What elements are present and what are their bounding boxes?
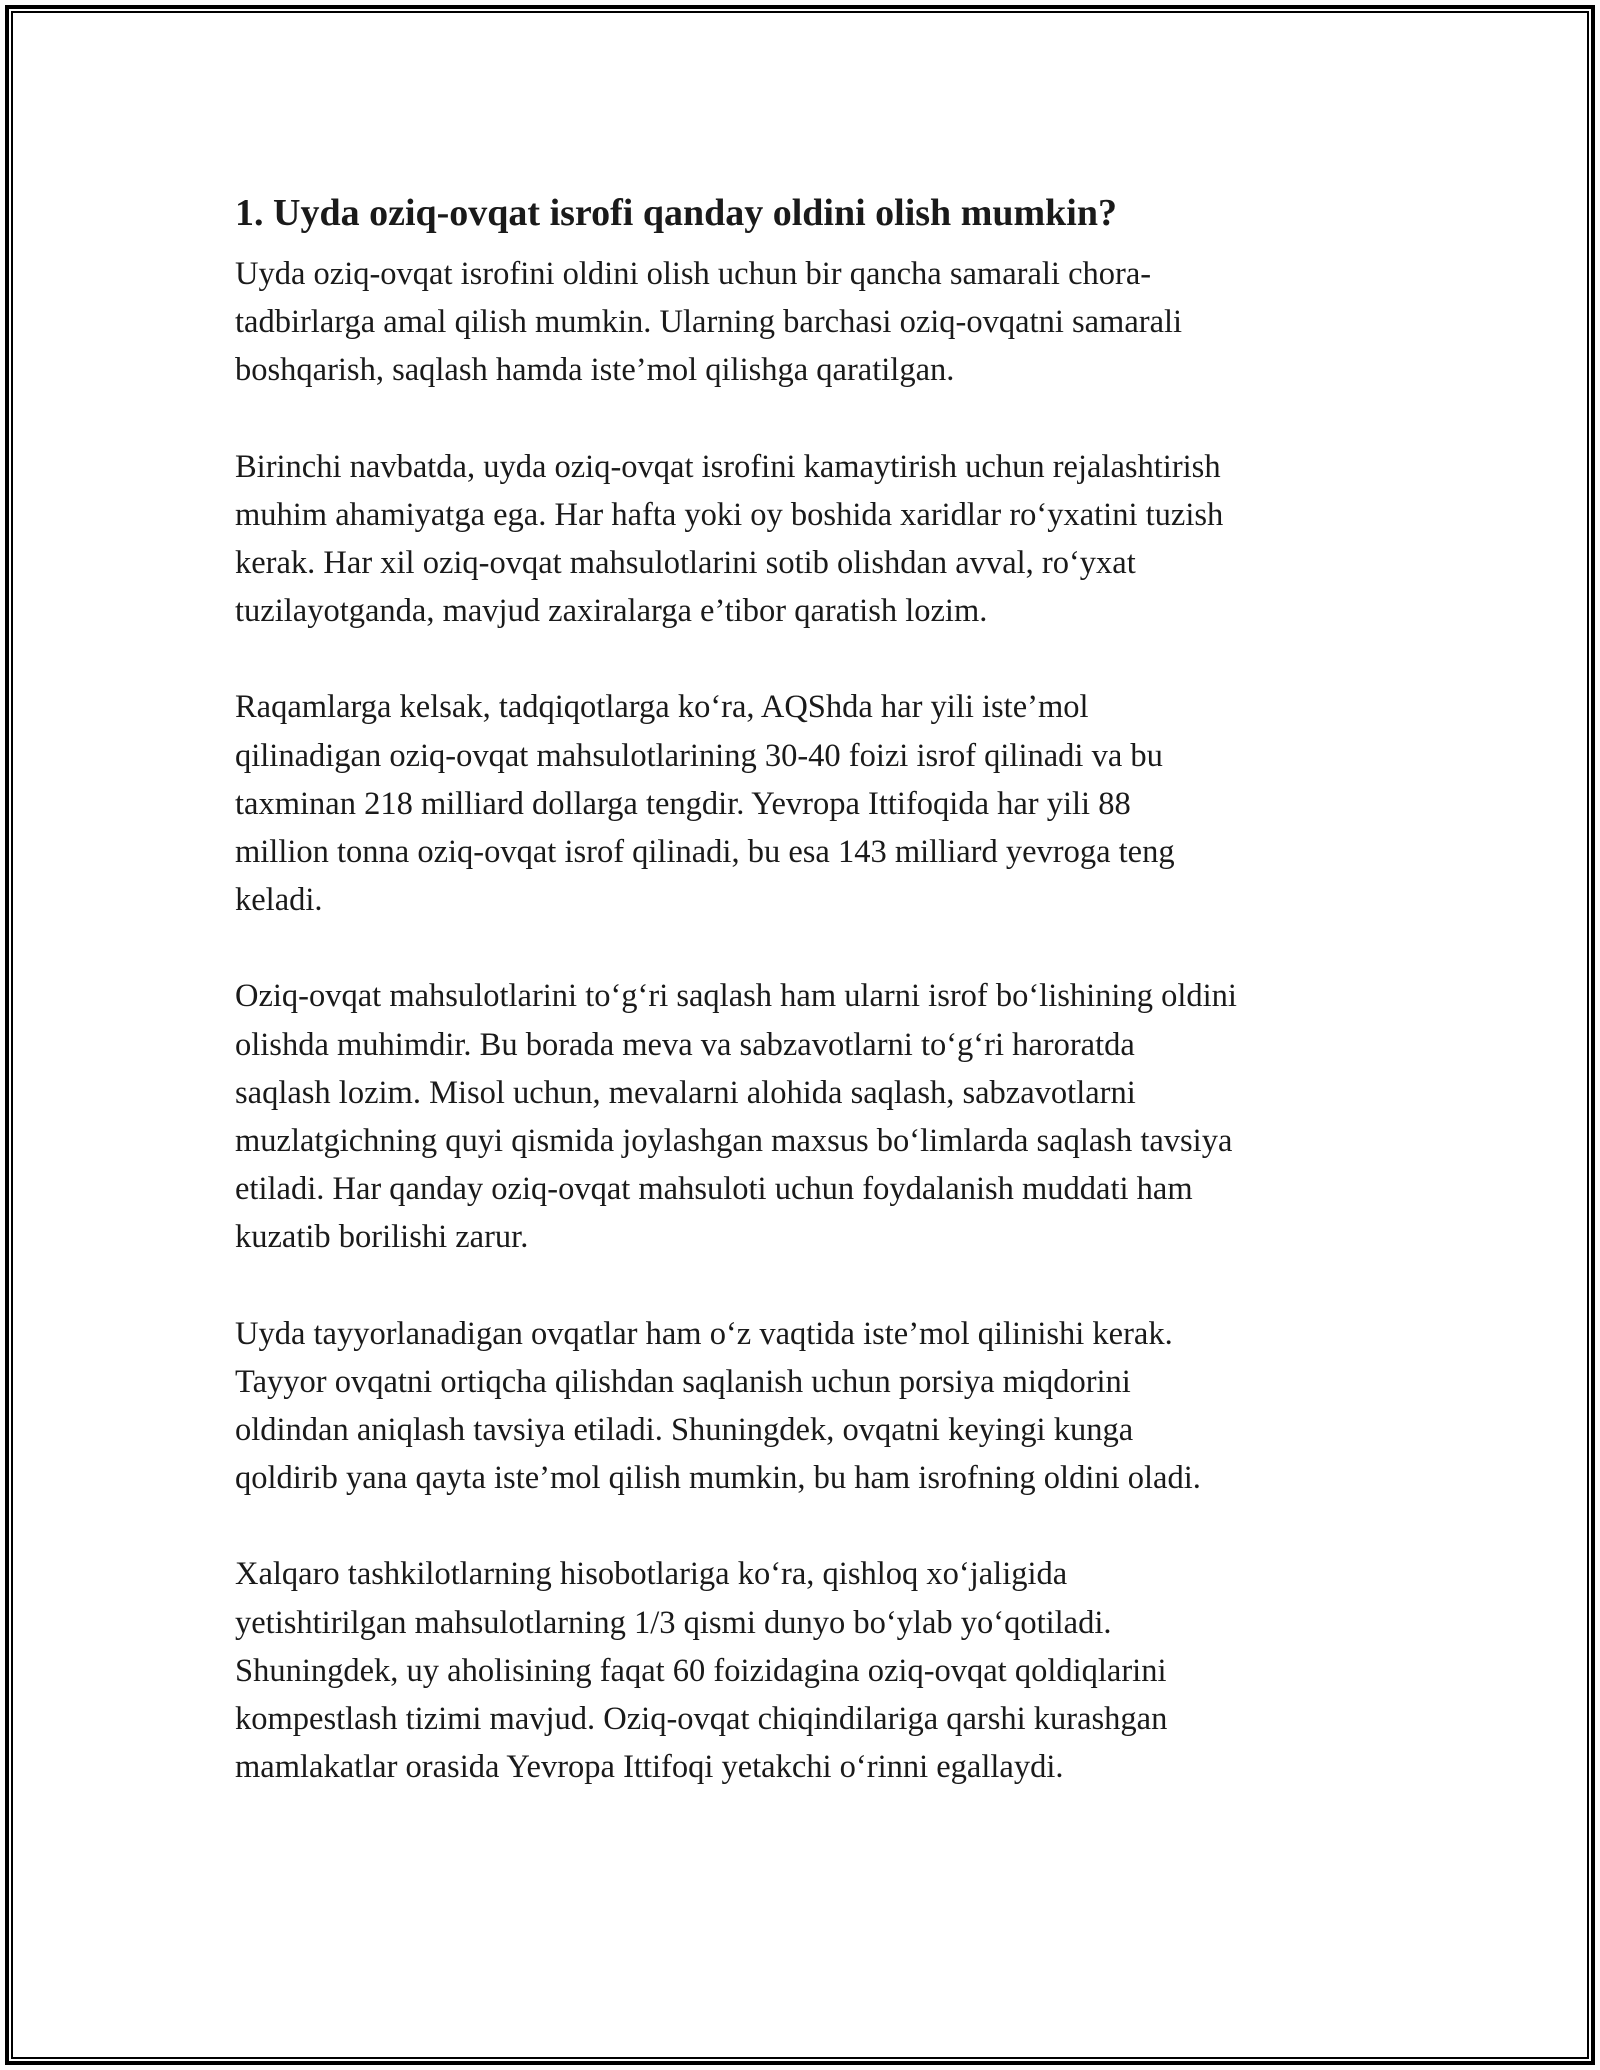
text-line: Oziq-ovqat mahsulotlarini to‘g‘ri saqlash ham ularni isrof bo‘lishining oldini: [235, 978, 1237, 1015]
text-line: Tayyor ovqatni ortiqcha qilishdan saqlanish uchun porsiya miqdorini: [235, 1363, 1131, 1400]
text-line: boshqarish, saqlash hamda iste’mol qilishga qaratilgan.: [235, 352, 955, 389]
text-line: Xalqaro tashkilotlarning hisobotlariga ko‘ra, qishloq xo‘jaligida: [235, 1556, 1068, 1593]
document-body: [235, 188, 1385, 1839]
document-title: 1. Uyda oziq-ovqat isrofi qanday oldini olish mumkin?: [235, 192, 1117, 234]
paragraph: [235, 1550, 1385, 1791]
text-line: kuzatib borilishi zarur.: [235, 1219, 529, 1256]
paragraph: [235, 443, 1385, 636]
text-line: qilinadigan oziq-ovqat mahsulotlarining 30-40 foizi isrof qilinadi va bu: [235, 737, 1163, 774]
text-line: olishda muhimdir. Bu borada meva va sabzavotlarni to‘g‘ri haroratda: [235, 1026, 1135, 1063]
text-line: Shuningdek, uy aholisining faqat 60 foizidagina oziq-ovqat qoldiqlarini: [235, 1652, 1167, 1689]
text-line: tadbirlarga amal qilish mumkin. Ularning barchasi oziq-ovqatni samarali: [235, 304, 1183, 341]
text-line: Uyda oziq-ovqat isrofini oldini olish uchun bir qancha samarali chora-: [235, 256, 1152, 292]
paragraph: [235, 250, 1385, 395]
text-line: qoldirib yana qayta iste’mol qilish mumkin, bu ham isrofning oldini oladi.: [235, 1460, 1201, 1497]
text-line: Raqamlarga kelsak, tadqiqotlarga ko‘ra, AQShda har yili iste’mol: [235, 689, 1089, 726]
text-line: yetishtirilgan mahsulotlarning 1/3 qismi dunyo bo‘ylab yo‘qotiladi.: [235, 1604, 1112, 1641]
text-line: mamlakatlar orasida Yevropa Ittifoqi yetakchi o‘rinni egallaydi.: [235, 1749, 1064, 1786]
text-line: million tonna oziq-ovqat isrof qilinadi, bu esa 143 milliard yevroga teng: [235, 834, 1175, 871]
paragraph: [235, 683, 1385, 924]
text-line: Uyda tayyorlanadigan ovqatlar ham o‘z vaqtida iste’mol qilinishi kerak.: [235, 1315, 1173, 1352]
text-line: saqlash lozim. Misol uchun, mevalarni alohida saqlash, sabzavotlarni: [235, 1074, 1136, 1111]
text-line: keladi.: [235, 882, 323, 919]
text-line: taxminan 218 milliard dollarga tengdir. Yevropa Ittifoqida har yili 88: [235, 785, 1131, 822]
paragraph: [235, 1310, 1385, 1503]
text-line: muhim ahamiyatga ega. Har hafta yoki oy boshida xaridlar ro‘yxatini tuzish: [235, 496, 1224, 533]
text-line: Birinchi navbatda, uyda oziq-ovqat isrofini kamaytirish uchun rejalashtirish: [235, 448, 1221, 485]
text-line: kompestlash tizimi mavjud. Oziq-ovqat chiqindilariga qarshi kurashgan: [235, 1701, 1168, 1738]
paragraph: [235, 972, 1385, 1261]
text-line: muzlatgichning quyi qismida joylashgan maxsus bo‘limlarda saqlash tavsiya: [235, 1123, 1233, 1160]
text-line: etiladi. Har qanday oziq-ovqat mahsuloti uchun foydalanish muddati ham: [235, 1171, 1193, 1208]
text-line: oldindan aniqlash tavsiya etiladi. Shuningdek, ovqatni keyingi kunga: [235, 1412, 1134, 1449]
text-line: kerak. Har xil oziq-ovqat mahsulotlarini sotib olishdan avval, ro‘yxat: [235, 545, 1136, 582]
text-line: tuzilayotganda, mavjud zaxiralarga e’tibor qaratish lozim.: [235, 593, 988, 630]
